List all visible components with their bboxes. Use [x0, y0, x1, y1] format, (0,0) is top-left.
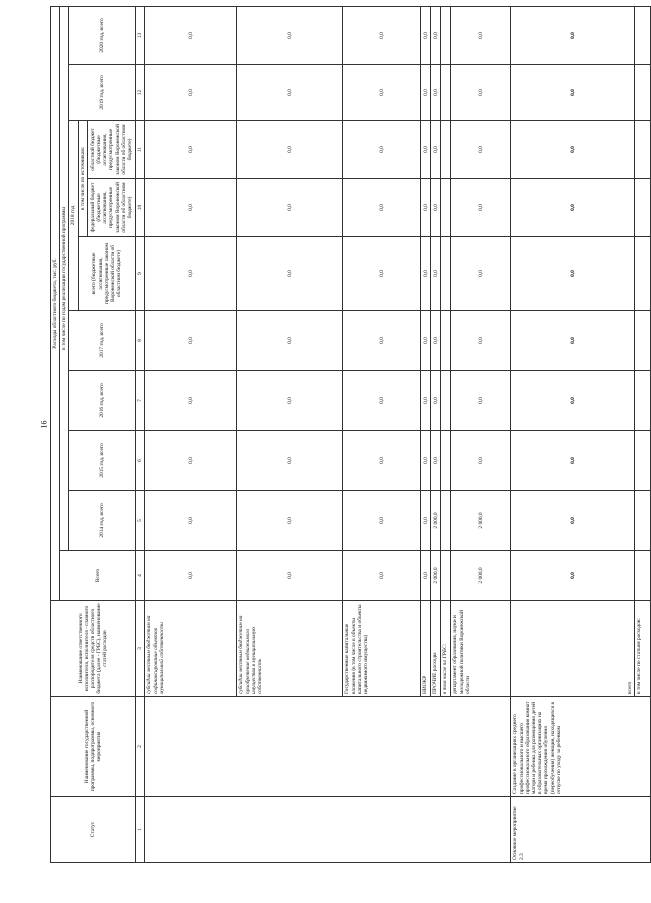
row-value: 0,0: [421, 431, 431, 491]
measure-row: [511, 6, 635, 862]
col-num: 11: [136, 121, 145, 179]
row-value: 0,0: [451, 371, 511, 431]
col-num: 10: [136, 179, 145, 237]
measure-value: 0,0: [511, 311, 635, 371]
row-value: [441, 65, 451, 121]
header-program: Наименование государственной программы, подпрограммы, основного мероприятия: [51, 697, 136, 797]
row-value: 0,0: [343, 491, 421, 551]
header-by-sources: в том числе по источникам:: [79, 121, 88, 236]
row-value: 0,0: [145, 431, 237, 491]
row-value: 0,0: [145, 551, 237, 601]
row-value: 0,0: [343, 371, 421, 431]
row-value: 0,0: [145, 237, 237, 311]
header-by-years: в том числе по годам реализации государственной программы: [60, 6, 69, 550]
row-value: [441, 6, 451, 64]
col-num: 8: [136, 311, 145, 371]
row-value: 0,0: [145, 371, 237, 431]
header-2020: 2020 год, всего: [69, 6, 136, 64]
row-value: 0,0: [343, 431, 421, 491]
row-value: [441, 371, 451, 431]
row-value: 2 000,0: [451, 551, 511, 601]
row-value: [441, 237, 451, 311]
row-value: 0,0: [451, 121, 511, 179]
row-value: 0,0: [431, 237, 441, 311]
row-value: 0,0: [431, 6, 441, 64]
header-2018: 2018 год: [69, 121, 78, 311]
row-value: 0,0: [421, 491, 431, 551]
header-regional: областной бюджет (бюджетные ассигнования, предусмотренные законом Воронежской области об областном бюджете): [89, 124, 134, 175]
row-value: 0,0: [421, 237, 431, 311]
row-label: субсидии местным бюджетам на софинансирование объектов муниципальной собственности: [145, 601, 237, 697]
row-value: 0,0: [145, 311, 237, 371]
row-value: [441, 179, 451, 237]
header-2019: 2019 год, всего: [69, 65, 136, 121]
row-value: [441, 311, 451, 371]
row-value: 0,0: [421, 311, 431, 371]
row-label: субсидии местным бюджетам на приобретение недвижимого имущества в муниципальную собственность: [237, 601, 343, 697]
row-label: НИОКР: [421, 601, 431, 697]
row-value: 0,0: [431, 431, 441, 491]
row-value: 0,0: [431, 179, 441, 237]
header-status: Статус: [51, 797, 136, 863]
row-value: 0,0: [451, 179, 511, 237]
row-value: 0,0: [145, 65, 237, 121]
measure-total-label: всего: [511, 601, 635, 697]
header-2014: 2014 год, всего: [69, 491, 136, 551]
col-num: 7: [136, 371, 145, 431]
row-value: 0,0: [237, 551, 343, 601]
row-value: 0,0: [237, 431, 343, 491]
header-2018-total: всего (бюджетные ассигнования, предусмотренные законом Воронежской области об областном бюджете): [78, 237, 136, 311]
row-value: [441, 491, 451, 551]
row-value: 0,0: [431, 311, 441, 371]
row-value: 0,0: [431, 65, 441, 121]
row-value: 0,0: [451, 237, 511, 311]
header-2015: 2015 год, всего: [69, 431, 136, 491]
measure-value: 0,0: [511, 237, 635, 311]
row-value: 0,0: [145, 179, 237, 237]
row-value: 0,0: [451, 6, 511, 64]
row-value: 0,0: [421, 6, 431, 64]
row-value: 0,0: [237, 491, 343, 551]
status-cell: [145, 797, 511, 863]
row-value: 2 000,0: [431, 551, 441, 601]
header-2017: 2017 год, всего: [69, 311, 136, 371]
row-value: 0,0: [237, 179, 343, 237]
row-value: 0,0: [451, 431, 511, 491]
row-value: 0,0: [343, 179, 421, 237]
program-cell: [145, 697, 511, 797]
measure-sub-label: в том числе по статьям расходов:: [635, 601, 651, 697]
header-2016: 2016 год, всего: [69, 371, 136, 431]
row-value: 0,0: [421, 121, 431, 179]
col-num: 1: [136, 797, 145, 863]
row-value: 0,0: [451, 311, 511, 371]
data-rows: [145, 6, 511, 862]
measure-value: 0,0: [511, 371, 635, 431]
row-value: 0,0: [343, 65, 421, 121]
row-value: 2 000,0: [451, 491, 511, 551]
col-num: 2: [136, 697, 145, 797]
row-value: 0,0: [237, 237, 343, 311]
row-value: [441, 121, 451, 179]
row-value: 0,0: [237, 65, 343, 121]
row-value: 0,0: [237, 371, 343, 431]
row-value: 0,0: [237, 6, 343, 64]
header-expenses: Расходы областного бюджета, тыс. руб.: [51, 6, 60, 600]
row-label: в том числе по ГРБС:: [441, 601, 451, 697]
row-value: 0,0: [343, 311, 421, 371]
row-value: 0,0: [145, 121, 237, 179]
col-num: 9: [136, 237, 145, 311]
row-value: 0,0: [421, 371, 431, 431]
measure-value: 0,0: [511, 491, 635, 551]
row-value: 0,0: [451, 65, 511, 121]
row-value: 2 000,0: [431, 491, 441, 551]
row-value: 0,0: [343, 6, 421, 64]
page-number: 16: [39, 420, 49, 429]
measure-value: 0,0: [511, 551, 635, 601]
measure-value: 0,0: [511, 431, 635, 491]
row-value: 0,0: [145, 6, 237, 64]
row-label: департамент образования, науки и молодежной политики Воронежской области: [451, 601, 511, 697]
row-value: [441, 431, 451, 491]
col-num: 13: [136, 6, 145, 64]
column-number-row: [136, 6, 145, 862]
row-value: 0,0: [343, 237, 421, 311]
col-num: 3: [136, 601, 145, 697]
measure-value: 0,0: [511, 121, 635, 179]
measure-status: Основное мероприятие 2.3: [511, 797, 651, 863]
header-federal: федеральный бюджет (бюджетные ассигнования, предусмотренные законом Воронежской области об областном бюджете): [88, 178, 135, 236]
measure-value: 0,0: [511, 65, 635, 121]
row-value: 0,0: [431, 121, 441, 179]
col-num: 6: [136, 431, 145, 491]
budget-table: [50, 6, 651, 863]
header-total: Всего: [60, 551, 136, 601]
col-num: 12: [136, 65, 145, 121]
row-value: 0,0: [343, 551, 421, 601]
col-num: 4: [136, 551, 145, 601]
row-value: 0,0: [421, 65, 431, 121]
row-value: 0,0: [145, 491, 237, 551]
row-label: ПРОЧИЕ расходы: [431, 601, 441, 697]
header-sources: [78, 121, 136, 237]
header-executor: Наименование ответственного исполнителя, исполнителя - главного распорядителя средств областного бюджета (далее - ГРБС), наименование статей расходов: [51, 601, 136, 697]
row-value: 0,0: [343, 121, 421, 179]
row-label: Государственные капитальные вложения (в том числе в объекты капитального строительства и объекты недвижимого имущества): [343, 601, 421, 697]
row-value: 0,0: [237, 311, 343, 371]
row-value: [441, 551, 451, 601]
table-row: [145, 6, 237, 862]
measure-value: 0,0: [511, 6, 635, 64]
row-value: 0,0: [421, 179, 431, 237]
row-value: 0,0: [237, 121, 343, 179]
row-value: 0,0: [431, 371, 441, 431]
col-num: 5: [136, 491, 145, 551]
measure-value: 0,0: [511, 179, 635, 237]
row-value: 0,0: [421, 551, 431, 601]
header-row-1: [51, 6, 60, 862]
measure-name: Создание в организациях среднего профессионального и высшего профессионального образования комнат матери и ребенка для размещения детей в образовательных организациях на время прохождения обучения (переобучения) женщин, находящихся в отпуске по уходу за ребенком: [511, 697, 651, 797]
